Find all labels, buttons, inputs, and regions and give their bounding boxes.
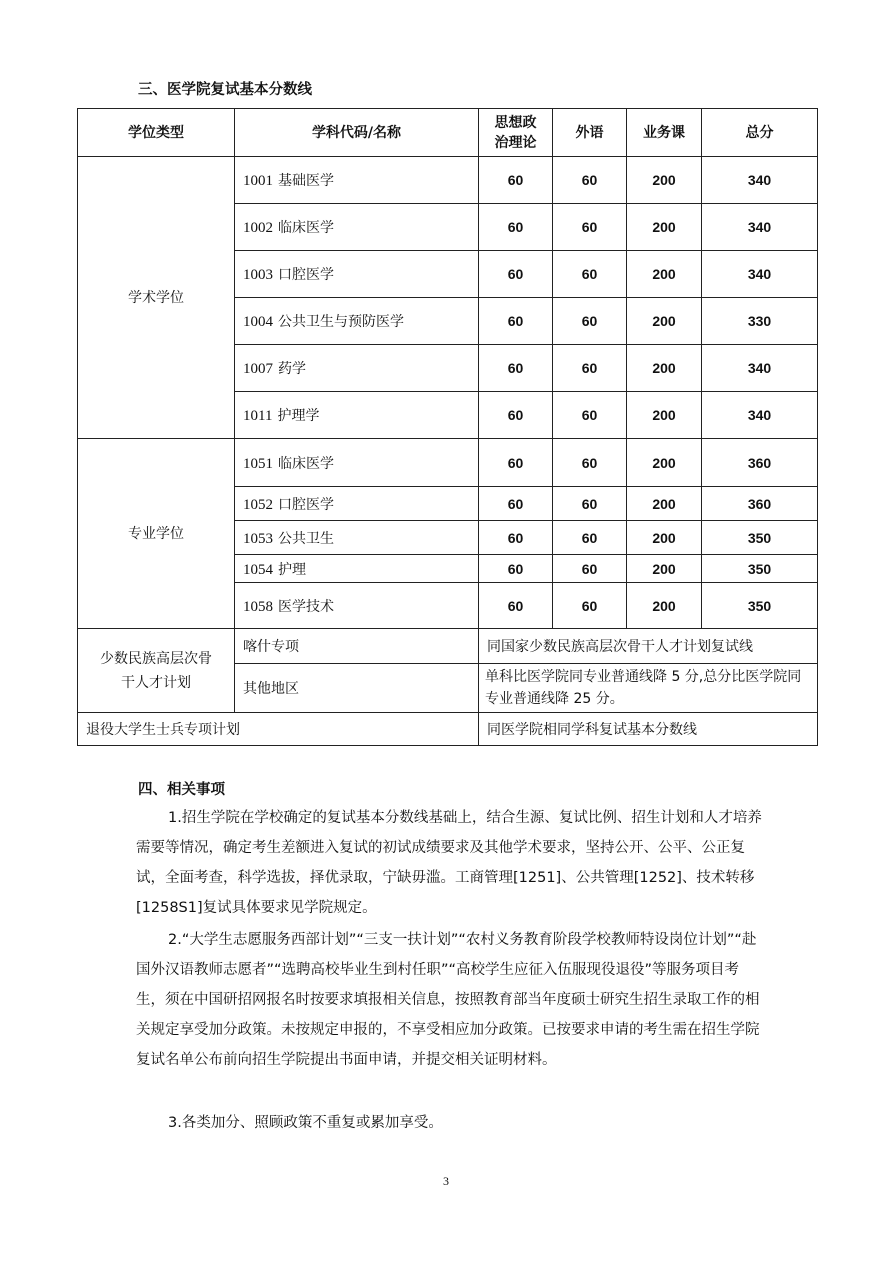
score-table: [77, 108, 818, 746]
politics-score: 60: [479, 345, 553, 392]
total-score: 350: [702, 555, 818, 583]
major-score: 200: [627, 555, 702, 583]
academic-degree-label: 学术学位: [78, 157, 235, 439]
total-score: 340: [702, 251, 818, 298]
major-score: 200: [627, 204, 702, 251]
major-score: 200: [627, 157, 702, 204]
veteran-plan-label: 退役大学生士兵专项计划: [78, 713, 479, 746]
subject-cell: 1051 临床医学: [235, 439, 479, 487]
total-score: 340: [702, 157, 818, 204]
header-degree-type: 学位类型: [78, 109, 235, 157]
politics-score: 60: [479, 392, 553, 439]
subject-cell: 1002 临床医学: [235, 204, 479, 251]
section-3-title: 三、医学院复试基本分数线: [138, 82, 312, 98]
foreign-score: 60: [553, 298, 627, 345]
politics-score: 60: [479, 157, 553, 204]
foreign-score: 60: [553, 487, 627, 521]
politics-score: 60: [479, 298, 553, 345]
major-score: 200: [627, 298, 702, 345]
major-score: 200: [627, 251, 702, 298]
foreign-score: 60: [553, 157, 627, 204]
politics-score: 60: [479, 439, 553, 487]
subject-cell: 1054 护理: [235, 555, 479, 583]
table-row: [78, 157, 818, 204]
subject-cell: 1001 基础医学: [235, 157, 479, 204]
foreign-score: 60: [553, 345, 627, 392]
politics-score: 60: [479, 251, 553, 298]
professional-degree-label: 专业学位: [78, 439, 235, 629]
header-total: 总分: [702, 109, 818, 157]
total-score: 340: [702, 345, 818, 392]
foreign-score: 60: [553, 392, 627, 439]
subject-cell: 1052 口腔医学: [235, 487, 479, 521]
table-header-row: [78, 109, 818, 157]
subject-cell: 1011 护理学: [235, 392, 479, 439]
major-score: 200: [627, 392, 702, 439]
veteran-plan-value: 同医学院相同学科复试基本分数线: [479, 713, 818, 746]
paragraph-2: 2.“大学生志愿服务西部计划”“三支一扶计划”“农村义务教育阶段学校教师特设岗位计划”“赴国外汉语教师志愿者”“选聘高校毕业生到村任职”“高校学生应征入伍服现役退役”等服务项目考生，须在中国研招网报名时按要求填报相关信息，按照教育部当年度硕士研究生招生录取工作的相关规定享受加分政策。未按规定申报的，不享受相应加分政策。已按要求申请的考生需在招生学院复试名单公布前向招生学院提出书面申请，并提交相关证明材料。: [136, 932, 760, 1068]
header-foreign-language: 外语: [553, 109, 627, 157]
foreign-score: 60: [553, 583, 627, 629]
kashgar-label: 喀什专项: [235, 629, 479, 664]
total-score: 340: [702, 392, 818, 439]
subject-cell: 1004 公共卫生与预防医学: [235, 298, 479, 345]
total-score: 330: [702, 298, 818, 345]
foreign-score: 60: [553, 555, 627, 583]
table-row: [78, 713, 818, 746]
header-subject: 学科代码/名称: [235, 109, 479, 157]
other-region-value: 单科比医学院同专业普通线降 5 分,总分比医学院同专业普通线降 25 分。: [479, 664, 818, 713]
paragraph-1: 1.招生学院在学校确定的复试基本分数线基础上，结合生源、复试比例、招生计划和人才培养需要等情况，确定考生差额进入复试的初试成绩要求及其他学术要求，坚持公开、公平、公正复试，全面考查，科学选拔，择优录取，宁缺毋滥。工商管理[1251]、公共管理[1252]、技术转移[1258S1]复试具体要求见学院规定。: [136, 810, 762, 916]
major-score: 200: [627, 345, 702, 392]
major-score: 200: [627, 521, 702, 555]
total-score: 360: [702, 439, 818, 487]
table-row: [78, 629, 818, 664]
subject-cell: 1058 医学技术: [235, 583, 479, 629]
other-region-label: 其他地区: [235, 664, 479, 713]
major-score: 200: [627, 487, 702, 521]
politics-score: 60: [479, 487, 553, 521]
foreign-score: 60: [553, 521, 627, 555]
foreign-score: 60: [553, 439, 627, 487]
section-4-title: 四、相关事项: [138, 782, 225, 798]
table-row: [78, 439, 818, 487]
total-score: 350: [702, 521, 818, 555]
politics-score: 60: [479, 204, 553, 251]
minority-plan-label: 少数民族高层次骨 干人才计划: [78, 629, 235, 713]
paragraph-3: 3.各类加分、照顾政策不重复或累加享受。: [168, 1115, 443, 1131]
header-politics: 思想政 治理论: [479, 109, 553, 157]
major-score: 200: [627, 583, 702, 629]
total-score: 360: [702, 487, 818, 521]
politics-score: 60: [479, 555, 553, 583]
subject-cell: 1003 口腔医学: [235, 251, 479, 298]
politics-score: 60: [479, 583, 553, 629]
politics-score: 60: [479, 521, 553, 555]
header-major-course: 业务课: [627, 109, 702, 157]
foreign-score: 60: [553, 204, 627, 251]
major-score: 200: [627, 439, 702, 487]
foreign-score: 60: [553, 251, 627, 298]
total-score: 340: [702, 204, 818, 251]
subject-cell: 1053 公共卫生: [235, 521, 479, 555]
subject-cell: 1007 药学: [235, 345, 479, 392]
total-score: 350: [702, 583, 818, 629]
page-number: 3: [443, 1174, 449, 1188]
kashgar-value: 同国家少数民族高层次骨干人才计划复试线: [479, 629, 818, 664]
